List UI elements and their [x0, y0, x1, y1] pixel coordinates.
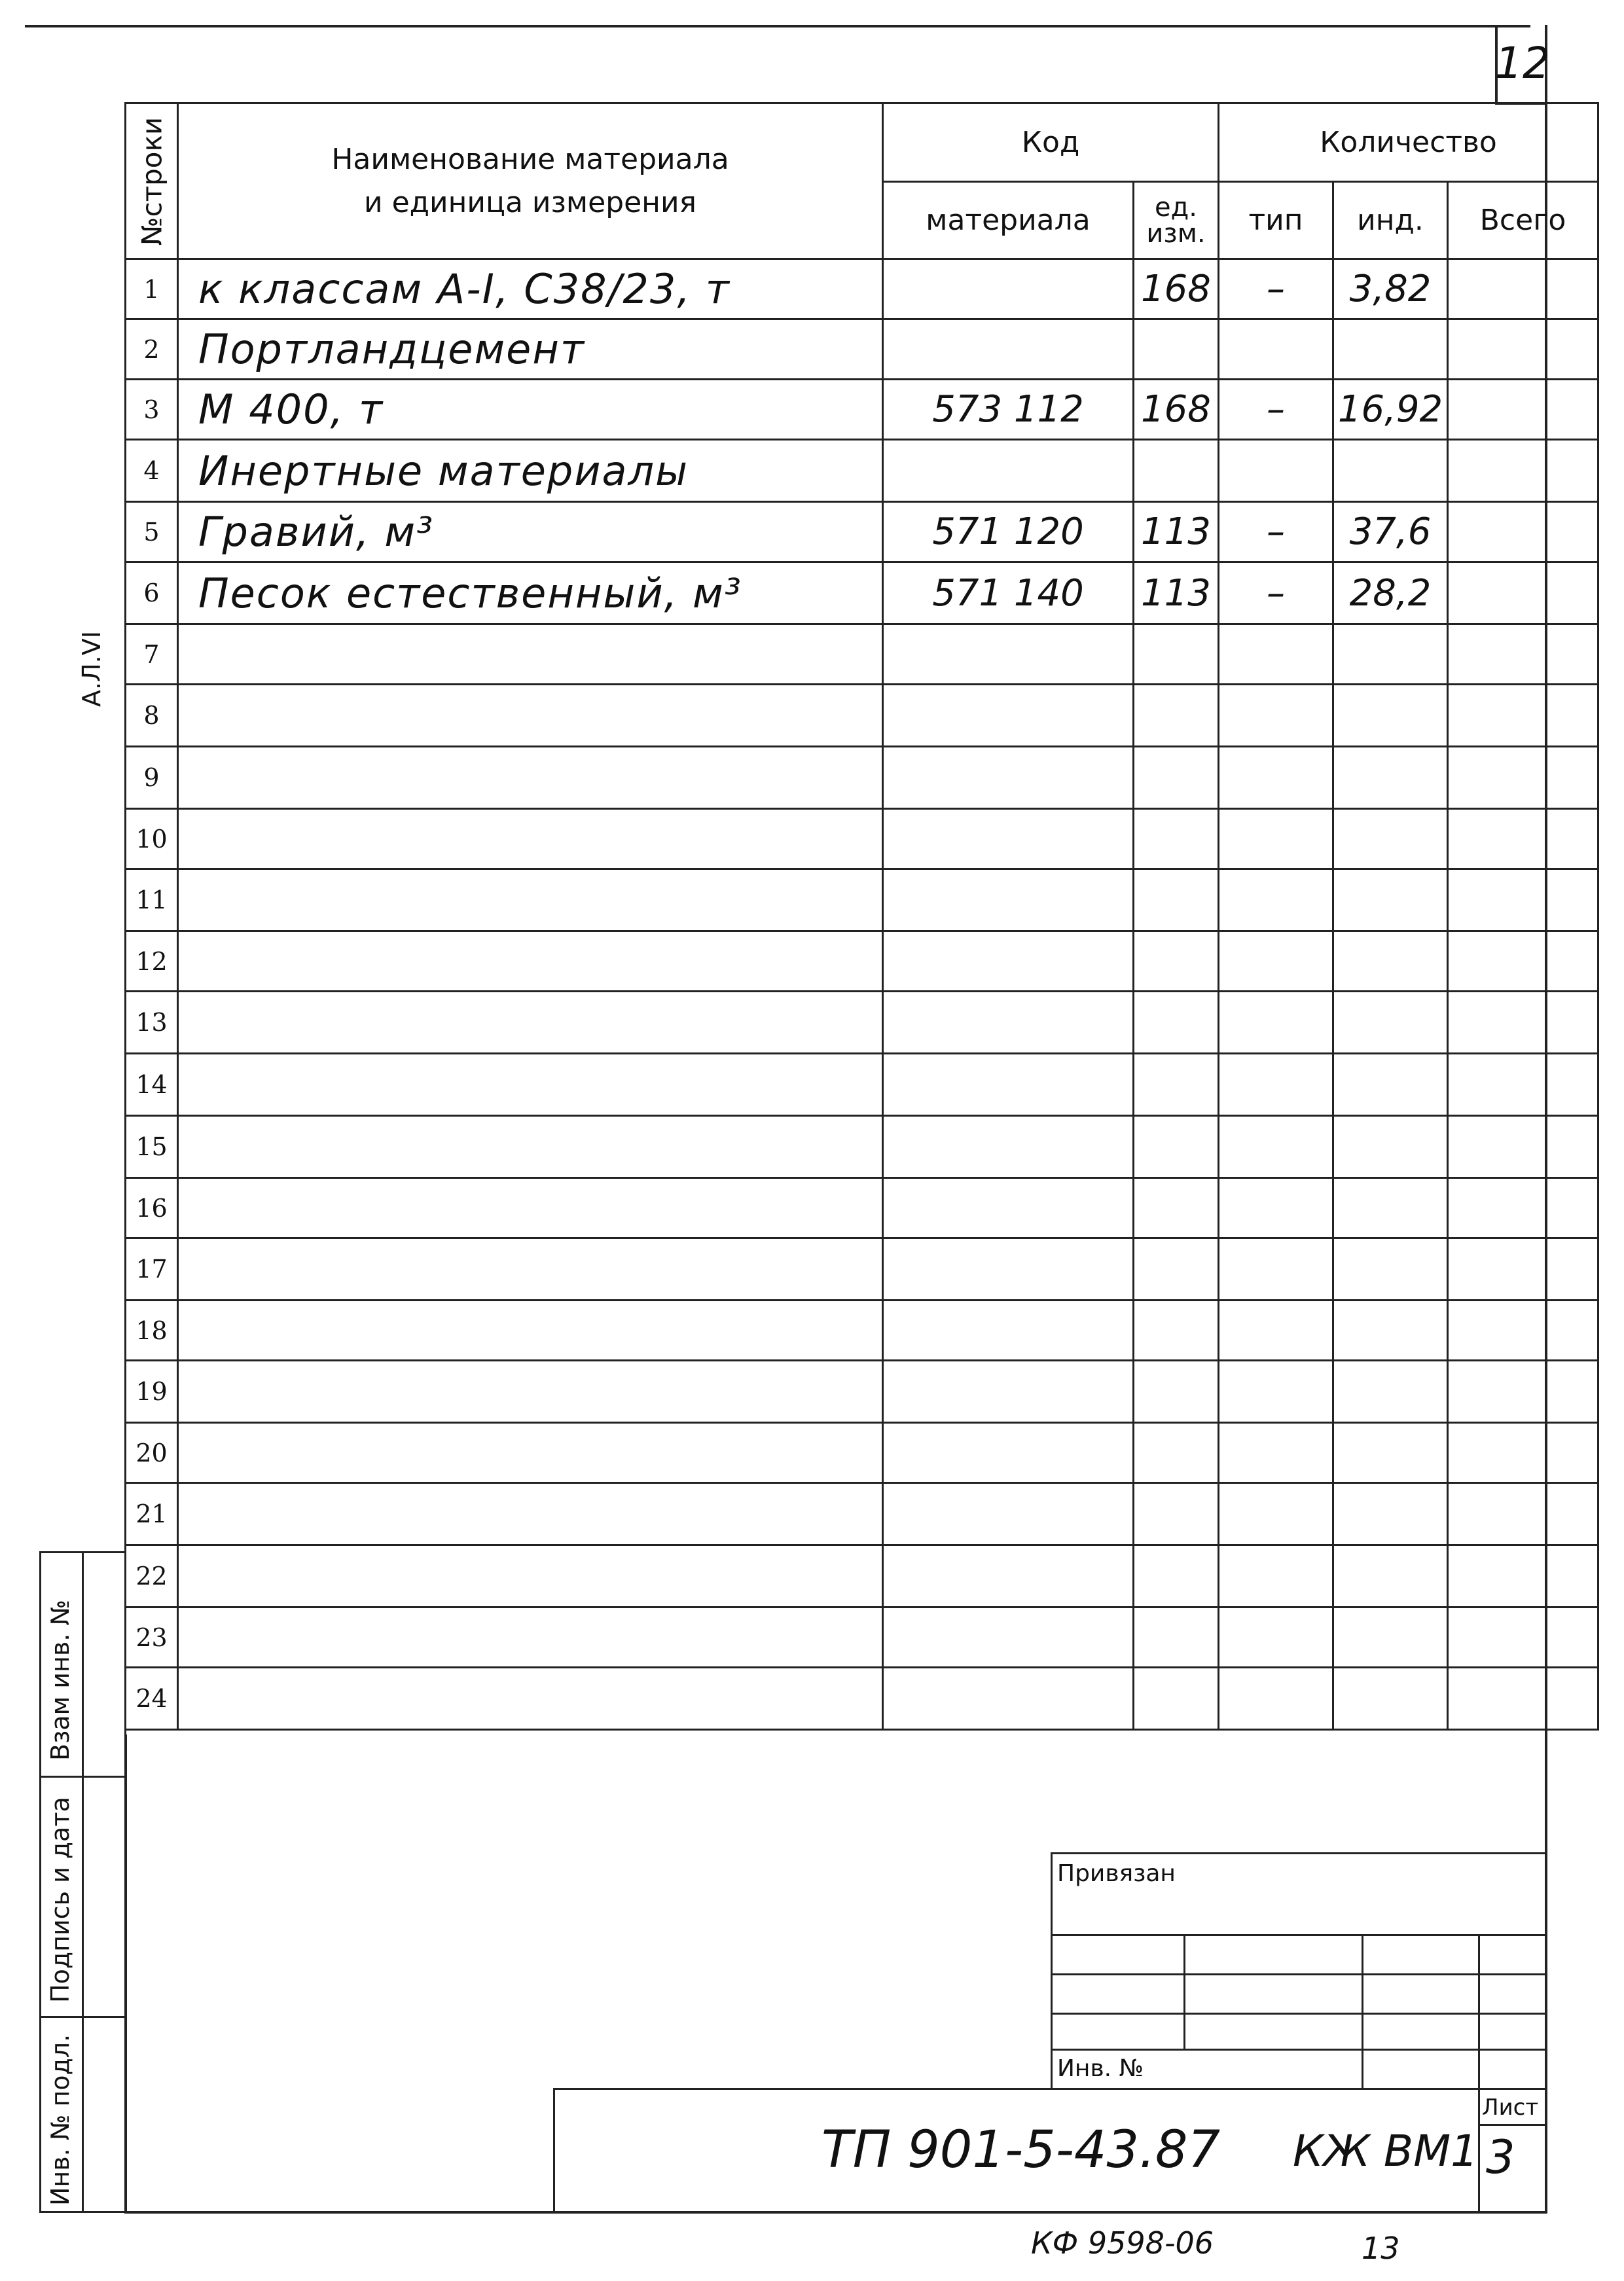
qty-total-cell [1448, 869, 1598, 931]
unit-code-cell [1134, 1116, 1219, 1178]
unit-code-cell [1134, 685, 1219, 747]
table-row [126, 1116, 1598, 1178]
table-row [126, 440, 1598, 502]
unit-code-cell [1134, 869, 1219, 931]
material-code-cell [883, 1668, 1134, 1730]
qty-ind-cell [1333, 1116, 1448, 1178]
privyazan-vline-3 [1478, 1934, 1480, 2088]
material-code-cell [883, 747, 1134, 809]
material-code-cell [883, 1545, 1134, 1607]
header-qty-ind: инд. [1333, 182, 1448, 259]
unit-code-cell [1134, 624, 1219, 685]
row-number-cell: 2 [126, 319, 178, 380]
table-row [126, 1483, 1598, 1545]
material-name-cell [178, 869, 883, 931]
table-row [126, 319, 1598, 380]
qty-type-cell [1219, 1607, 1333, 1668]
unit-code-cell [1134, 747, 1219, 809]
material-name-cell [178, 1607, 883, 1668]
material-code-cell [883, 992, 1134, 1054]
header-material-name: Наименование материала и единица измерения [178, 103, 883, 259]
material-name-cell: Портландцемент [178, 319, 883, 380]
material-name-cell [178, 1423, 883, 1483]
qty-ind-cell [1333, 1607, 1448, 1668]
qty-total-cell [1448, 1178, 1598, 1238]
row-number-cell: 24 [126, 1668, 178, 1730]
qty-ind-cell [1333, 1361, 1448, 1423]
unit-code-cell [1134, 1178, 1219, 1238]
table-row [126, 992, 1598, 1054]
table-row [126, 869, 1598, 931]
qty-total-cell [1448, 1238, 1598, 1301]
material-name-cell [178, 685, 883, 747]
material-name-cell [178, 1178, 883, 1238]
unit-code-cell [1134, 1423, 1219, 1483]
material-name-cell [178, 624, 883, 685]
qty-total-cell [1448, 1116, 1598, 1178]
row-number-cell: 6 [126, 562, 178, 624]
unit-code-cell [1134, 1361, 1219, 1423]
privyazan-line-2 [1051, 1973, 1545, 1975]
material-name-cell: Песок естественный, м³ [178, 562, 883, 624]
unit-code-cell: 168 [1134, 259, 1219, 319]
qty-type-cell: – [1219, 562, 1333, 624]
row-number-cell: 22 [126, 1545, 178, 1607]
row-number-cell: 21 [126, 1483, 178, 1545]
qty-type-cell [1219, 1178, 1333, 1238]
table-row [126, 747, 1598, 809]
material-code-cell [883, 685, 1134, 747]
material-name-cell [178, 1054, 883, 1116]
unit-code-cell: 113 [1134, 562, 1219, 624]
privyazan-vline-1 [1183, 1934, 1185, 2049]
qty-total-cell [1448, 685, 1598, 747]
qty-type-cell [1219, 1116, 1333, 1178]
material-name-cell: Гравий, м³ [178, 502, 883, 562]
material-code-cell [883, 869, 1134, 931]
material-code-cell: 573 112 [883, 380, 1134, 440]
document-code: ТП 901-5-43.87 [821, 2121, 1221, 2180]
material-name-cell: М 400, т [178, 380, 883, 440]
qty-ind-cell [1333, 931, 1448, 992]
row-number-cell: 20 [126, 1423, 178, 1483]
vzam-inv-label: Взам инв. № [46, 1600, 75, 1761]
qty-type-cell [1219, 931, 1333, 992]
row-number-cell: 10 [126, 809, 178, 869]
qty-ind-cell [1333, 1301, 1448, 1361]
qty-type-cell [1219, 1054, 1333, 1116]
table-row [126, 1054, 1598, 1116]
qty-total-cell [1448, 380, 1598, 440]
qty-ind-cell [1333, 1054, 1448, 1116]
table-row [126, 1607, 1598, 1668]
qty-type-cell [1219, 809, 1333, 869]
row-number-cell: 19 [126, 1361, 178, 1423]
table-row [126, 562, 1598, 624]
table-row [126, 259, 1598, 319]
archive-page: 13 [1362, 2231, 1400, 2266]
row-number-cell: 4 [126, 440, 178, 502]
qty-type-cell [1219, 1423, 1333, 1483]
qty-type-cell [1219, 319, 1333, 380]
material-code-cell: 571 140 [883, 562, 1134, 624]
qty-total-cell [1448, 1545, 1598, 1607]
table-row [126, 1545, 1598, 1607]
qty-type-cell [1219, 685, 1333, 747]
row-number-cell: 15 [126, 1116, 178, 1178]
qty-type-cell [1219, 440, 1333, 502]
side-stamp-vzam-value [80, 1551, 126, 1778]
header-code-unit: ед. изм. [1134, 182, 1219, 259]
qty-total-cell [1448, 1361, 1598, 1423]
qty-type-cell [1219, 624, 1333, 685]
qty-total-cell [1448, 747, 1598, 809]
row-number-cell: 17 [126, 1238, 178, 1301]
material-code-cell [883, 931, 1134, 992]
row-number-cell: 23 [126, 1607, 178, 1668]
table-row [126, 1423, 1598, 1483]
table-row [126, 380, 1598, 440]
material-name-cell: Инертные материалы [178, 440, 883, 502]
qty-ind-cell [1333, 1238, 1448, 1301]
qty-total-cell [1448, 319, 1598, 380]
material-name-cell [178, 1238, 883, 1301]
qty-ind-cell [1333, 747, 1448, 809]
album-label: А.Л.VI [77, 631, 106, 707]
unit-code-cell [1134, 931, 1219, 992]
row-number-cell: 12 [126, 931, 178, 992]
table-row [126, 624, 1598, 685]
inv-podl-label: Инв. № подл. [46, 2034, 75, 2206]
page-number: 12 [1495, 38, 1550, 88]
row-number-cell: 11 [126, 869, 178, 931]
material-name-cell: к классам А-I, С38/23, т [178, 259, 883, 319]
material-code-cell [883, 1607, 1134, 1668]
qty-type-cell [1219, 1361, 1333, 1423]
frame-top-line [25, 25, 1530, 27]
row-number-cell: 7 [126, 624, 178, 685]
qty-total-cell [1448, 1301, 1598, 1361]
material-code-cell [883, 624, 1134, 685]
unit-code-cell [1134, 1483, 1219, 1545]
material-code-cell: 571 120 [883, 502, 1134, 562]
qty-ind-cell [1333, 1668, 1448, 1730]
material-name-cell [178, 1361, 883, 1423]
material-code-cell [883, 1423, 1134, 1483]
material-name-cell [178, 1545, 883, 1607]
table-row [126, 1301, 1598, 1361]
row-number-cell: 3 [126, 380, 178, 440]
qty-total-cell [1448, 1423, 1598, 1483]
row-number-cell: 1 [126, 259, 178, 319]
material-spec-table [124, 102, 1599, 1731]
qty-type-cell: – [1219, 380, 1333, 440]
qty-ind-cell [1333, 809, 1448, 869]
unit-code-cell [1134, 992, 1219, 1054]
qty-ind-cell: 37,6 [1333, 502, 1448, 562]
qty-ind-cell [1333, 685, 1448, 747]
material-code-cell [883, 259, 1134, 319]
qty-type-cell [1219, 869, 1333, 931]
material-name-cell [178, 1668, 883, 1730]
material-code-cell [883, 440, 1134, 502]
qty-total-cell [1448, 931, 1598, 992]
table-row [126, 1668, 1598, 1730]
sheet-number: 3 [1486, 2130, 1515, 2184]
material-code-cell [883, 1361, 1134, 1423]
material-name-cell [178, 1483, 883, 1545]
qty-type-cell [1219, 1301, 1333, 1361]
header-qty-total: Всего [1448, 182, 1598, 259]
row-number-cell: 9 [126, 747, 178, 809]
podpis-data-label: Подпись и дата [46, 1797, 75, 2003]
qty-type-cell [1219, 1545, 1333, 1607]
material-name-cell [178, 747, 883, 809]
header-quantity-group: Количество [1219, 103, 1598, 182]
inv-no-label: Инв. № [1057, 2055, 1144, 2082]
qty-ind-cell: 16,92 [1333, 380, 1448, 440]
unit-code-cell [1134, 1668, 1219, 1730]
side-stamp-inv-podl-value [80, 2016, 126, 2213]
table-row [126, 502, 1598, 562]
header-qty-type: тип [1219, 182, 1333, 259]
row-number-cell: 8 [126, 685, 178, 747]
table-row [126, 809, 1598, 869]
qty-type-cell [1219, 1668, 1333, 1730]
unit-code-cell [1134, 1301, 1219, 1361]
material-code-cell [883, 1116, 1134, 1178]
unit-code-cell [1134, 1238, 1219, 1301]
material-code-cell [883, 809, 1134, 869]
qty-ind-cell [1333, 1423, 1448, 1483]
header-row-number: №строки [126, 103, 178, 259]
qty-ind-cell [1333, 624, 1448, 685]
header-code-material: материала [883, 182, 1134, 259]
privyazan-line-3 [1051, 2013, 1545, 2015]
row-number-cell: 14 [126, 1054, 178, 1116]
qty-ind-cell [1333, 869, 1448, 931]
unit-code-cell [1134, 1545, 1219, 1607]
header-code-group: Код [883, 103, 1219, 182]
qty-total-cell [1448, 809, 1598, 869]
qty-ind-cell: 28,2 [1333, 562, 1448, 624]
qty-type-cell [1219, 992, 1333, 1054]
qty-total-cell [1448, 1054, 1598, 1116]
qty-total-cell [1448, 992, 1598, 1054]
material-code-cell [883, 1483, 1134, 1545]
document-mark: КЖ ВМ1 [1293, 2126, 1479, 2176]
qty-total-cell [1448, 562, 1598, 624]
qty-type-cell [1219, 1483, 1333, 1545]
material-name-cell [178, 931, 883, 992]
material-code-cell [883, 319, 1134, 380]
privyazan-line-4 [1051, 2049, 1545, 2051]
qty-total-cell [1448, 440, 1598, 502]
table-row [126, 931, 1598, 992]
unit-code-cell: 168 [1134, 380, 1219, 440]
privyazan-label: Привязан [1057, 1860, 1176, 1887]
row-number-cell: 16 [126, 1178, 178, 1238]
material-name-cell [178, 809, 883, 869]
table-row [126, 1178, 1598, 1238]
qty-total-cell [1448, 624, 1598, 685]
title-block-sheet-divider [1478, 2088, 1480, 2211]
table-row [126, 685, 1598, 747]
qty-total-cell [1448, 1483, 1598, 1545]
material-code-cell [883, 1054, 1134, 1116]
material-name-cell [178, 992, 883, 1054]
qty-type-cell: – [1219, 502, 1333, 562]
qty-ind-cell [1333, 992, 1448, 1054]
table-row [126, 1238, 1598, 1301]
qty-ind-cell [1333, 319, 1448, 380]
row-number-cell: 5 [126, 502, 178, 562]
qty-total-cell [1448, 502, 1598, 562]
qty-total-cell [1448, 1607, 1598, 1668]
qty-total-cell [1448, 1668, 1598, 1730]
qty-ind-cell [1333, 1483, 1448, 1545]
unit-code-cell [1134, 1607, 1219, 1668]
table-row [126, 1361, 1598, 1423]
row-number-cell: 13 [126, 992, 178, 1054]
qty-type-cell: – [1219, 259, 1333, 319]
side-stamp-podpis-value [80, 1774, 126, 2018]
qty-total-cell [1448, 259, 1598, 319]
row-number-cell: 18 [126, 1301, 178, 1361]
qty-type-cell [1219, 1238, 1333, 1301]
unit-code-cell [1134, 1054, 1219, 1116]
qty-type-cell [1219, 747, 1333, 809]
title-block-sheet-line [1478, 2124, 1545, 2126]
unit-code-cell: 113 [1134, 502, 1219, 562]
material-code-cell [883, 1238, 1134, 1301]
qty-ind-cell [1333, 1178, 1448, 1238]
material-code-cell [883, 1178, 1134, 1238]
privyazan-line-1 [1051, 1934, 1545, 1936]
material-name-cell [178, 1116, 883, 1178]
archive-code: КФ 9598-06 [1031, 2225, 1214, 2261]
unit-code-cell [1134, 319, 1219, 380]
sheet-label: Лист [1482, 2094, 1539, 2121]
privyazan-block [1051, 1852, 1547, 2090]
material-name-cell [178, 1301, 883, 1361]
qty-ind-cell [1333, 1545, 1448, 1607]
material-code-cell [883, 1301, 1134, 1361]
qty-ind-cell [1333, 440, 1448, 502]
unit-code-cell [1134, 440, 1219, 502]
qty-ind-cell: 3,82 [1333, 259, 1448, 319]
privyazan-vline-2 [1362, 1934, 1363, 2088]
unit-code-cell [1134, 809, 1219, 869]
